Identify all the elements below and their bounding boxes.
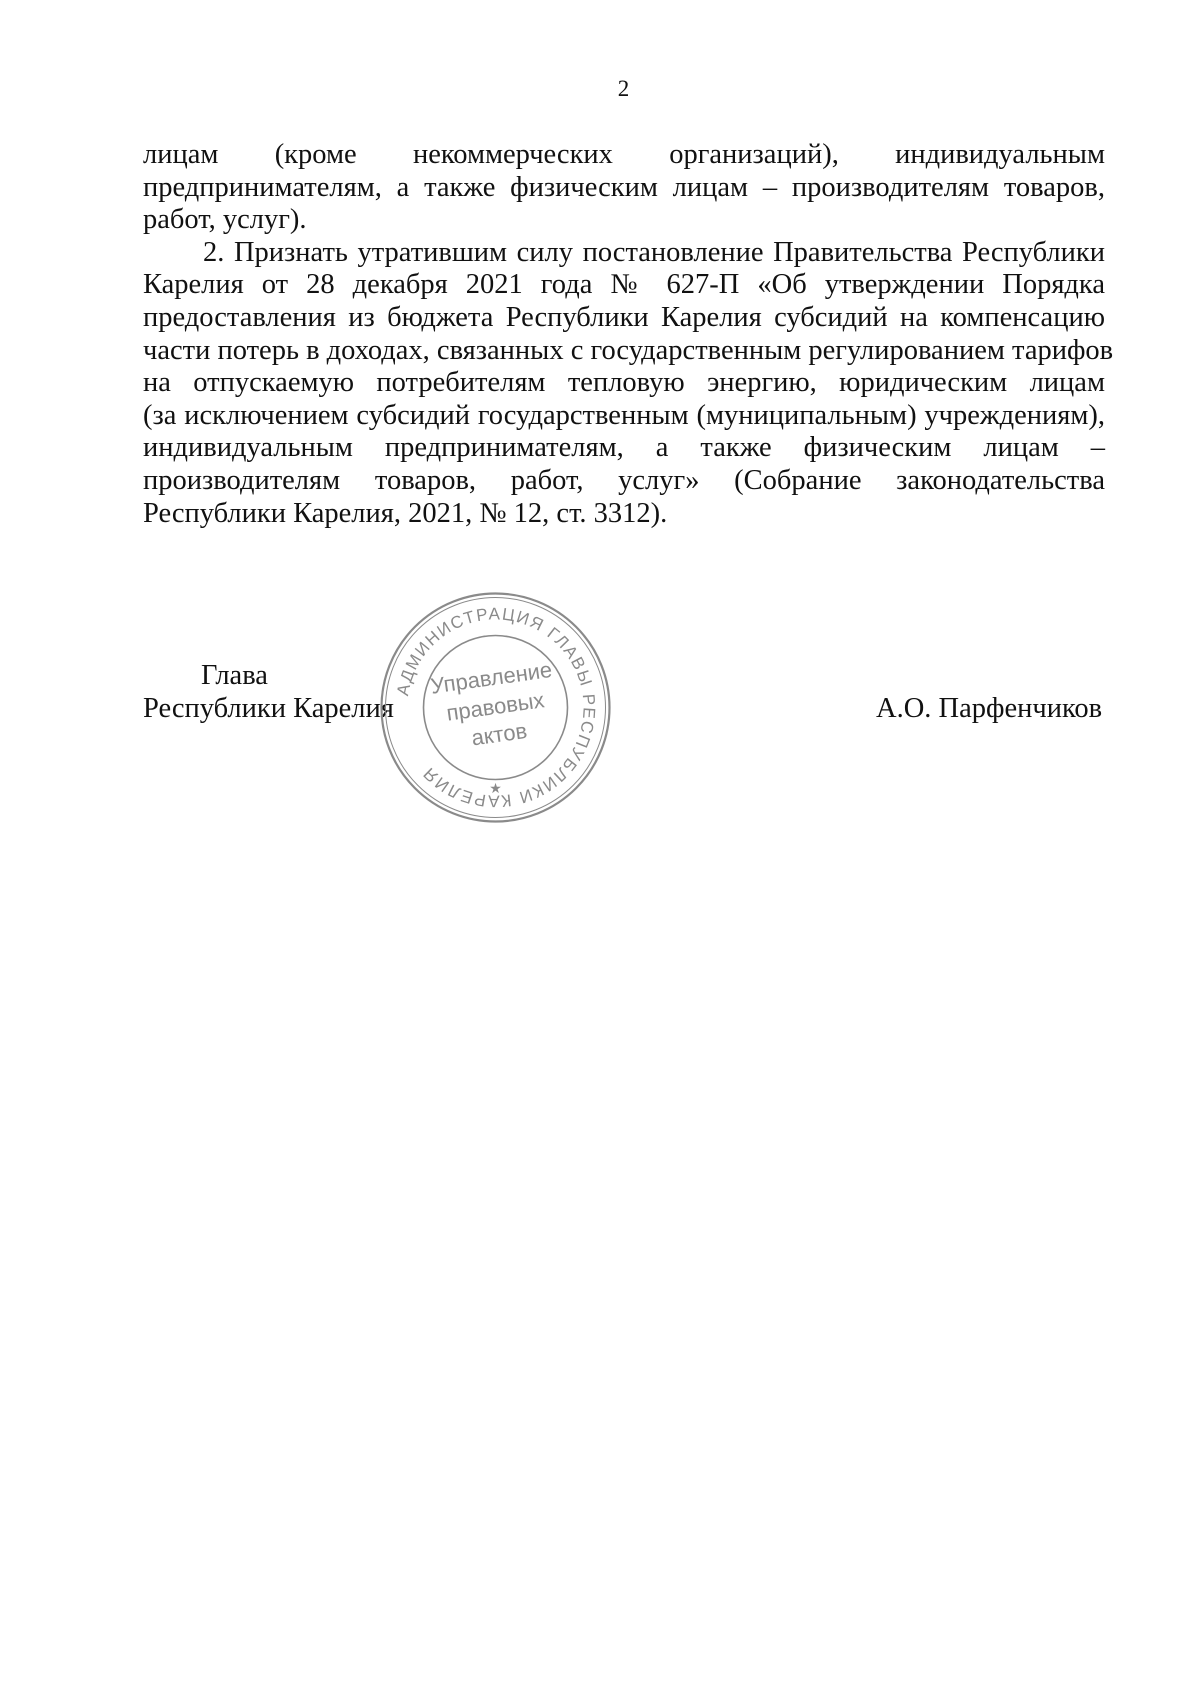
page-number: 2 bbox=[617, 76, 630, 101]
body-line: индивидуальным предпринимателям, а также физическим лицам – bbox=[143, 432, 1105, 464]
body-line: части потерь в доходах, связанных с государственным регулированием тарифов bbox=[143, 334, 1114, 366]
stamp-star-icon: ★ bbox=[489, 781, 502, 797]
signatory-title: Глава bbox=[201, 660, 268, 691]
body-line: работ, услуг). bbox=[143, 204, 307, 236]
document-body bbox=[143, 139, 1114, 530]
body-line: (за исключением субсидий государственным (муниципальным) учреждениям), bbox=[143, 399, 1105, 431]
body-line: на отпускаемую потребителям тепловую энергию, юридическим лицам bbox=[143, 367, 1105, 399]
body-line: производителям товаров, работ, услуг» (Собрание законодательства bbox=[143, 464, 1105, 496]
stamp-outer-text: АДМИНИСТРАЦИЯ ГЛАВЫ РЕСПУБЛИКИ КАРЕЛИЯ bbox=[393, 604, 599, 811]
body-line: предоставления из бюджета Республики Карелия субсидий на компенсацию bbox=[143, 301, 1105, 333]
signatory-title-republic: Республики Карелия bbox=[143, 693, 394, 724]
paragraph-2-start: 2. Признать утратившим силу постановление Правительства Республики bbox=[203, 236, 1105, 268]
stamp-inner-line2: правовых bbox=[444, 687, 546, 726]
body-line: лицам (кроме некоммерческих организаций), индивидуальным bbox=[143, 139, 1105, 170]
stamp-inner-line3: актов bbox=[469, 717, 529, 751]
body-line: Карелия от 28 декабря 2021 года № 627-П «Об утверждении Порядка bbox=[143, 269, 1105, 301]
body-line: предпринимателям, а также физическим лицам – производителям товаров, bbox=[143, 171, 1105, 203]
official-stamp bbox=[378, 590, 613, 825]
signatory-name: А.О. Парфенчиков bbox=[876, 693, 1103, 724]
body-line: Республики Карелия, 2021, № 12, ст. 3312). bbox=[143, 497, 668, 529]
stamp-inner-line1: Управление bbox=[429, 656, 554, 699]
